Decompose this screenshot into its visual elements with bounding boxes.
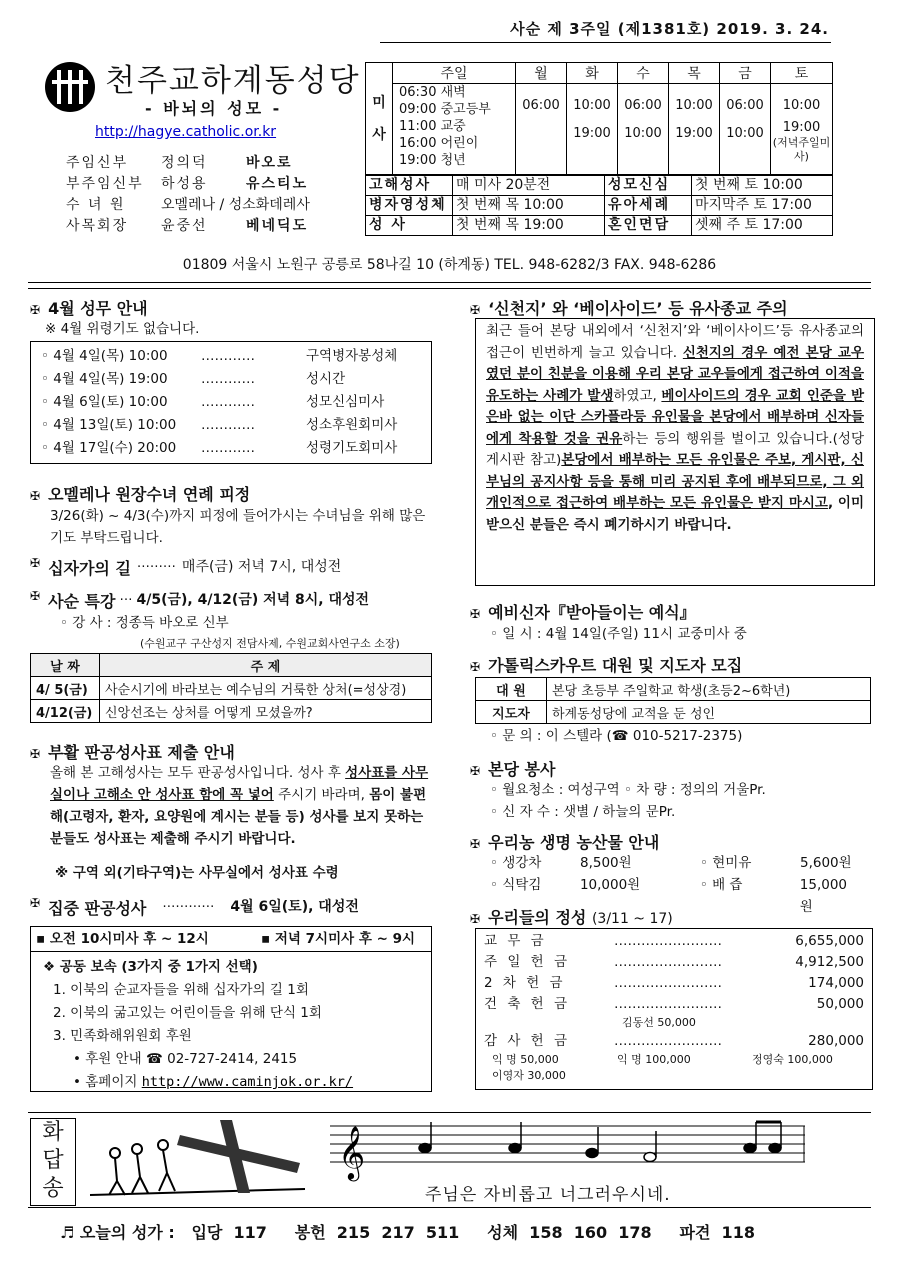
church-website-link[interactable]: http://hagye.catholic.or.kr — [95, 124, 277, 140]
offering-row: 교 무 금 …………………… 6,655,000 — [484, 933, 864, 949]
catechumen-detail: ◦ 일 시 : 4월 14일(주일) 11시 교중미사 중 — [490, 626, 747, 642]
section-title-retreat: ✠ 오멜레나 원장수녀 연례 피정 — [30, 485, 251, 504]
day-header: 수 — [618, 63, 669, 84]
mass-times-mon: 06:00 — [516, 84, 567, 175]
scout-row: 대 원 본당 초등부 주일학교 학생(초등2~6학년) — [476, 678, 871, 701]
todays-hymns: ♬ 오늘의 성가 : 입당 117 봉헌 215 217 511 성체 158 160 178 파견 118 — [60, 1223, 755, 1242]
address-line: 01809 서울시 노원구 공릉로 58나길 10 (하계동) TEL. 948-6282/3 FAX. 948-6286 — [182, 257, 717, 273]
lecture-row: 4/12(금) 신앙선조는 상처를 어떻게 모셨을까? — [31, 700, 432, 723]
staff-list — [66, 153, 346, 237]
mass-label: 미사 — [366, 63, 393, 175]
april-row: ◦ 4월 4일(목) 19:00 ………… 성시간 — [41, 371, 346, 387]
day-header: 화 — [567, 63, 618, 84]
section-title-confession: ✠ 부활 판공성사표 제출 안내 — [30, 743, 235, 762]
mass-schedule-table — [365, 62, 833, 175]
sacrament-info-table — [365, 175, 833, 236]
svg-text:𝄞: 𝄞 — [338, 1125, 366, 1179]
april-row: ◦ 4월 13일(토) 10:00 ………… 성소후원회미사 — [41, 417, 398, 433]
church-logo-icon — [43, 60, 97, 114]
divider — [28, 288, 871, 289]
offering-row: 건 축 헌 금 …………………… 50,000 — [484, 996, 864, 1012]
section-title-offering: ✠ 우리들의 정성 (3/11 ~ 17) — [470, 908, 673, 927]
homepage-link[interactable]: http://www.caminjok.or.kr/ — [141, 1074, 354, 1090]
penance-item: 3. 민족화해위원회 후원 — [53, 1028, 192, 1044]
staff-row: 주임신부 정의덕 바오로 — [66, 155, 293, 171]
section-title-farm: ✠ 우리농 생명 농산물 안내 — [470, 833, 660, 852]
lecture-speaker: ◦ 강 사 : 정종득 바오로 신부 — [60, 615, 229, 631]
sacrament-row: 고해성사 매 미사 20분전 성모신심 첫 번째 토 10:00 — [366, 176, 833, 196]
retreat-body: 3/26(화) ~ 4/3(수)까지 피정에 들어가시는 수녀님을 위해 많은 기도 부탁드립니다. — [50, 508, 426, 546]
april-row: ◦ 4월 6일(토) 10:00 ………… 성모신심미사 — [41, 394, 385, 410]
section-title-catechumen: ✠ 예비신자『받아들이는 예식』 — [470, 603, 696, 622]
homepage-row: • 홈페이지 http://www.caminjok.or.kr/ — [73, 1074, 354, 1090]
header-rule — [380, 42, 831, 43]
divider — [28, 1207, 871, 1208]
section-title-scout: ✠ 가톨릭스카우트 대원 및 지도자 모집 — [470, 656, 743, 675]
donor-list: 익 명 50,000 익 명 100,000 정영숙 100,000 — [492, 1053, 833, 1066]
confession-body: 올해 본 고해성사는 모두 판공성사입니다. 성사 후 성사표를 사무실이나 고해소 안 성사표 함에 꼭 넣어 주시기 바라며, 몸이 불편해(고령자, 환자, 요양원에 계시는 분들 등) 성사를 보지 못하는 분들도 성사표는 제출해 주시기 바랍니다. — [50, 765, 429, 847]
lecture-table: 날 짜 주 제 4/ 5(금) 사순시기에 바라보는 예수님의 거룩한 상처(=성상경) 4/12(금) 신앙선조는 상처를 어떻게 모셨을까? — [30, 653, 432, 723]
day-header: 토 — [771, 63, 833, 84]
penance-item: 2. 이북의 굶고있는 어린이들을 위해 단식 1회 — [53, 1005, 322, 1021]
psalm-label: 화 답 송 — [30, 1118, 76, 1206]
staff-row: 사목회장 윤중선 베네딕도 — [66, 218, 309, 234]
april-schedule-box — [30, 341, 432, 464]
divider — [28, 1112, 871, 1113]
mass-times-wed: 06:00 10:00 — [618, 84, 669, 175]
section-title-stations: ✠ 십자가의 길 ……… 매주(금) 저녁 7시, 대성전 — [30, 556, 342, 578]
day-header: 월 — [516, 63, 567, 84]
offering-row: 감 사 헌 금 …………………… 280,000 — [484, 1033, 864, 1049]
group-confession-box: ▪ 오전 10시미사 후 ~ 12시 ▪ 저녁 7시미사 후 ~ 9시 ❖ 공동 보속 (3가지 중 1가지 선택) 1. 이북의 순교자들을 위해 십자가의 길 1회 2. 이북의 굶고있는 어린이들을 위해 단식 1회 3. 민족화해위원회 후원 • 후원 안내 ☎ 02-727-2414, 2415 • 홈페이지 http://www.caminjok.or.kr/ — [30, 926, 432, 1092]
lecture-row: 4/ 5(금) 사순시기에 바라보는 예수님의 거룩한 상처(=성상경) — [31, 677, 432, 700]
scout-contact: ◦ 문 의 : 이 스텔라 (☎ 010-5217-2375) — [490, 728, 743, 744]
mass-times-fri: 06:00 10:00 — [720, 84, 771, 175]
day-header: 목 — [669, 63, 720, 84]
section-title-lecture: ✠ 사순 특강 … 4/5(금), 4/12(금) 저녁 8시, 대성전 — [30, 589, 370, 611]
staff-row: 부주임신부 하성용 유스티노 — [66, 176, 309, 192]
mass-times-thu: 10:00 19:00 — [669, 84, 720, 175]
offering-box — [475, 928, 873, 1090]
cult-warning-text: 최근 들어 본당 내외에서 ‘신천지’와 ‘베이사이드’등 유사종교의 접근이 빈번하게 늘고 있습니다. 신천지의 경우 예전 본당 교우였던 분이 친분을 이용해 우리 본당 교우들에게 접근하여 이적을 유도하는 사례가 발생하였고, 베이사이드의 경우 교회 인준을 받은바 없는 이단 스카플라등 유인물을 본당에서 배부하며 신자들에게 착용할 것을 권유하는 등의 행위를 벌이고 있습니다.(성당 게시판 참고)본당에서 배부하는 모든 유인물은 주보, 게시판, 신부님의 공지사항 등을 통해 미리 공지된 후에 배부되므로, 그 외 개인적으로 접근하여 배부하는 모든 유인물은 받지 마시고, 이미 받으신 분들은 즉시 폐기하시기 바랍니다. — [486, 323, 864, 533]
mass-times-tue: 10:00 19:00 — [567, 84, 618, 175]
donor-list: 이영자 30,000 — [492, 1069, 566, 1082]
offering-row: 주 일 헌 금 …………………… 4,912,500 — [484, 954, 864, 970]
scout-table — [475, 677, 871, 724]
sacrament-row: 성 사 첫 번째 목 19:00 혼인면담 셋째 주 토 17:00 — [366, 216, 833, 236]
offering-row: 2 차 헌 금 …………………… 174,000 — [484, 975, 864, 991]
support-contact: • 후원 안내 ☎ 02-727-2414, 2415 — [73, 1051, 298, 1067]
building-donor: 김동선 50,000 — [622, 1016, 696, 1029]
divider — [28, 282, 871, 283]
scout-row: 지도자 하계동성당에 교적을 둔 성인 — [476, 701, 871, 724]
church-subtitle: - 바뇌의 성모 - — [145, 99, 283, 118]
issue-date: 사순 제 3주일 (제1381호) 2019. 3. 24. — [510, 20, 829, 38]
confession-note: ※ 구역 외(기타구역)는 사무실에서 성사표 수령 — [55, 865, 339, 881]
staff-row: 수 녀 원 오멜레나 / 성소화데레사 — [66, 197, 310, 213]
sunday-mass-times: 06:30 새벽 09:00 중고등부 11:00 교중 16:00 어린이 19:00 청년 — [393, 84, 516, 175]
penance-item: 1. 이북의 순교자들을 위해 십자가의 길 1회 — [53, 982, 309, 998]
april-row: ◦ 4월 17일(수) 20:00 ………… 성령기도회미사 — [41, 440, 398, 456]
section-title-group-confession: ✠ 집중 판공성사 ………… 4월 6일(토), 대성전 — [30, 896, 359, 918]
stations-of-cross-illustration — [85, 1115, 315, 1207]
penance-title: ❖ 공동 보속 (3가지 중 1가지 선택) — [43, 959, 258, 975]
section-title-service: ✠ 본당 봉사 — [470, 760, 556, 779]
psalm-music-staff — [330, 1118, 805, 1188]
psalm-lyric: 주님은 자비롭고 너그러우시네. — [425, 1185, 671, 1205]
sacrament-row: 병자영성체 첫 번째 목 10:00 유아세례 마지막주 토 17:00 — [366, 196, 833, 216]
farm-products: ◦ 생강차 8,500원 ◦ 현미유 5,600원 ◦ 식탁김 10,000원 ◦ 배 즙 15,000원 — [490, 855, 852, 915]
section-title-april: ✠ 4월 성무 안내 — [30, 299, 148, 318]
day-header: 금 — [720, 63, 771, 84]
church-name: 천주교하계동성당 — [105, 63, 361, 99]
service-line: ◦ 신 자 수 : 샛별 / 하늘의 문Pr. — [490, 804, 676, 820]
cult-warning-box — [475, 318, 875, 586]
april-row: ◦ 4월 4일(목) 10:00 ………… 구역병자봉성체 — [41, 348, 398, 364]
day-header: 주일 — [393, 63, 516, 84]
lecture-speaker-note: (수원교구 구산성지 전담사제, 수원교회사연구소 소장) — [140, 637, 400, 650]
section-title-cult: ✠ ‘신천지’ 와 ‘베이사이드’ 등 유사종교 주의 — [470, 299, 788, 318]
april-note: ※ 4월 위령기도 없습니다. — [45, 321, 200, 337]
service-line: ◦ 월요청소 : 여성구역 ◦ 차 량 : 정의의 거울Pr. — [490, 782, 766, 798]
mass-times-sat: 10:00 19:00 (저녁주일미사) — [771, 84, 833, 175]
